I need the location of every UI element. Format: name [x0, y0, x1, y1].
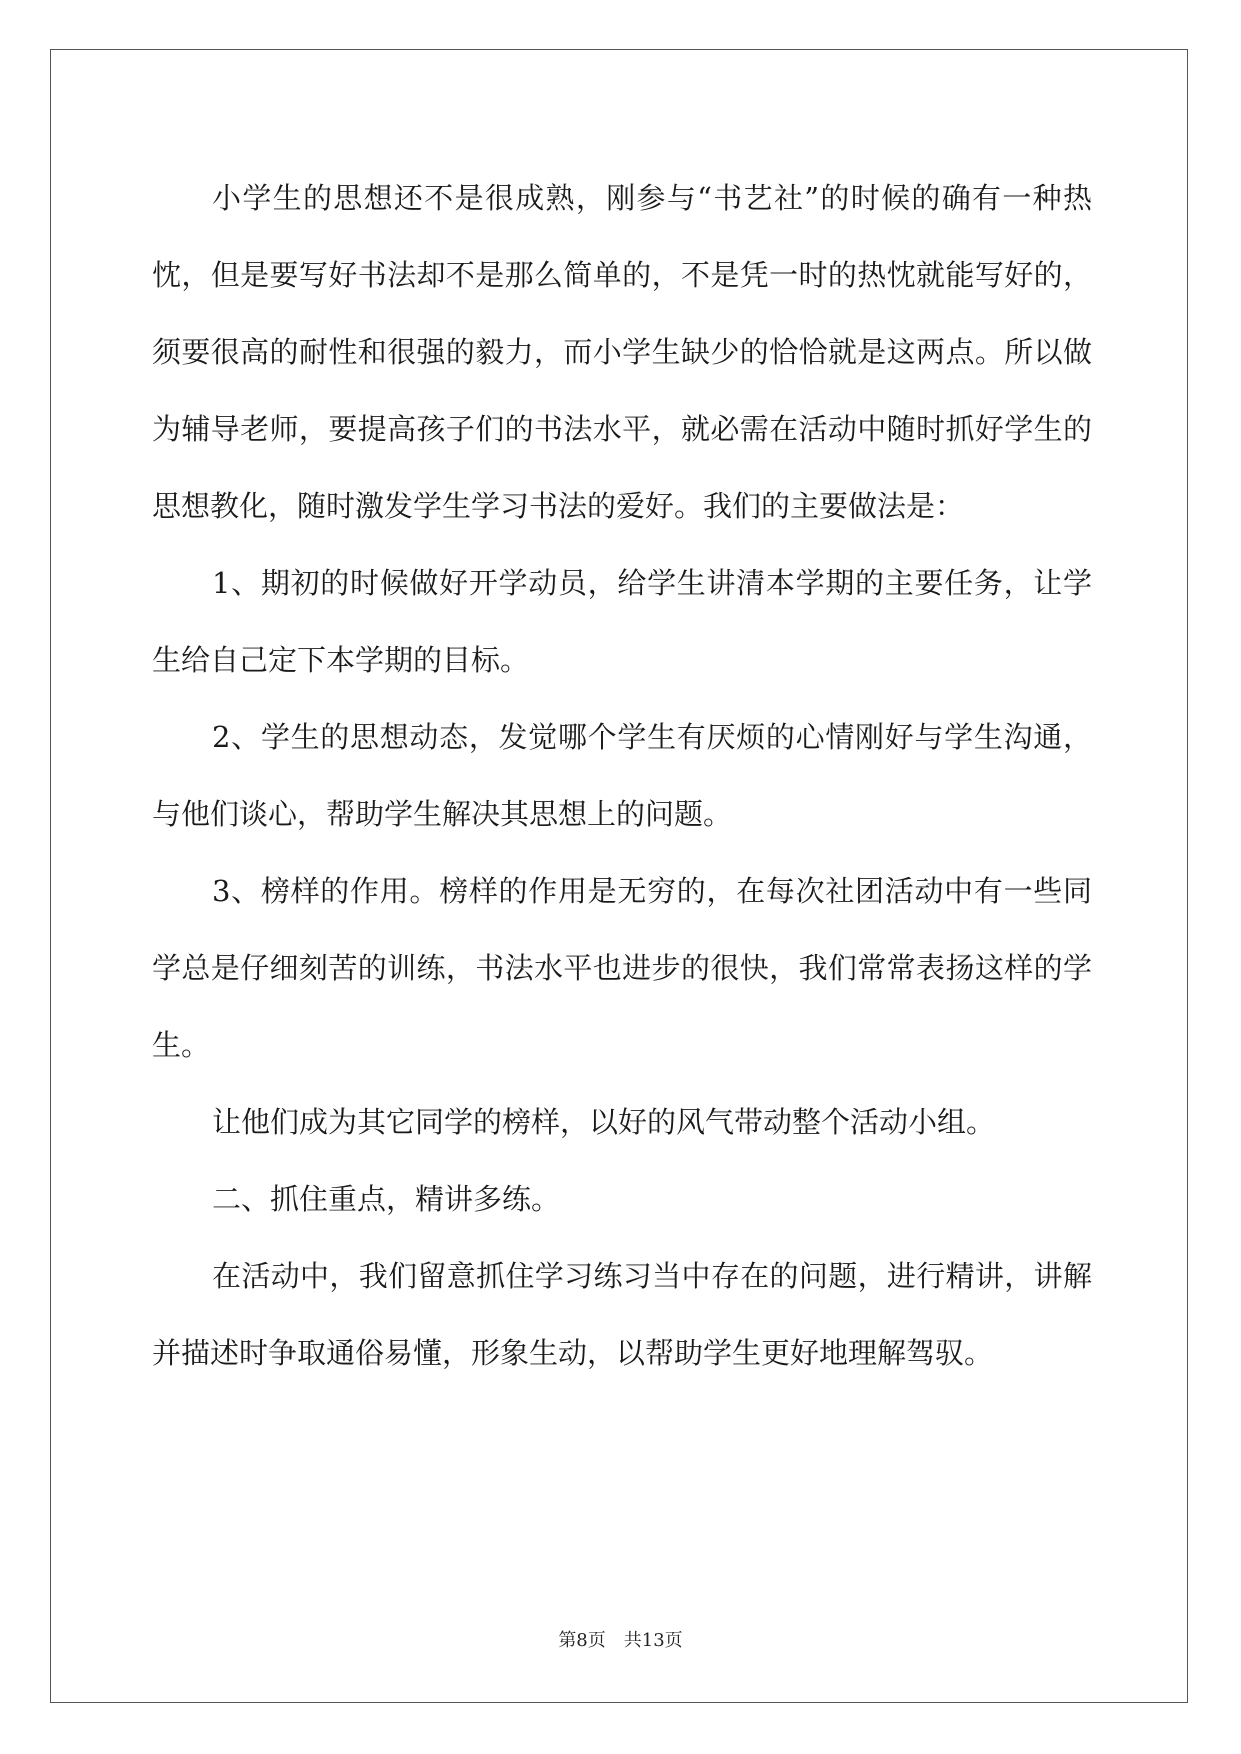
page-footer — [0, 1626, 1241, 1652]
paragraph-1: 小学生的思想还不是很成熟，刚参与“书艺社”的时候的确有一种热忱，但是要写好书法却不是那么简单的，不是凭一时的热忱就能写好的，须要很高的耐性和很强的毅力，而小学生缺少的恰恰就是这两点。所以做为辅导老师，要提高孩子们的书法水平，就必需在活动中随时抓好学生的思想教化，随时激发学生学习书法的爱好。我们的主要做法是： — [152, 181, 1092, 523]
page-total: 共13页 — [623, 1630, 683, 1651]
page-number: 第8页 — [558, 1630, 606, 1651]
paragraph-7: 在活动中，我们留意抓住学习练习当中存在的问题，进行精讲，讲解并描述时争取通俗易懂，形象生动，以帮助学生更好地理解驾驭。 — [152, 1259, 1092, 1370]
paragraph-3: 2、学生的思想动态，发觉哪个学生有厌烦的心情刚好与学生沟通，与他们谈心，帮助学生解决其思想上的问题。 — [152, 720, 1092, 831]
paragraph-4: 3、榜样的作用。榜样的作用是无穷的，在每次社团活动中有一些同学总是仔细刻苦的训练，书法水平也进步的很快，我们常常表扬这样的学生。 — [152, 874, 1092, 1062]
paragraph-5: 让他们成为其它同学的榜样，以好的风气带动整个活动小组。 — [212, 1105, 996, 1139]
paragraph-6: 二、抓住重点，精讲多练。 — [212, 1182, 561, 1216]
paragraph-2: 1、期初的时候做好开学动员，给学生讲清本学期的主要任务，让学生给自己定下本学期的目标。 — [152, 566, 1092, 677]
document-body — [152, 160, 1092, 1392]
